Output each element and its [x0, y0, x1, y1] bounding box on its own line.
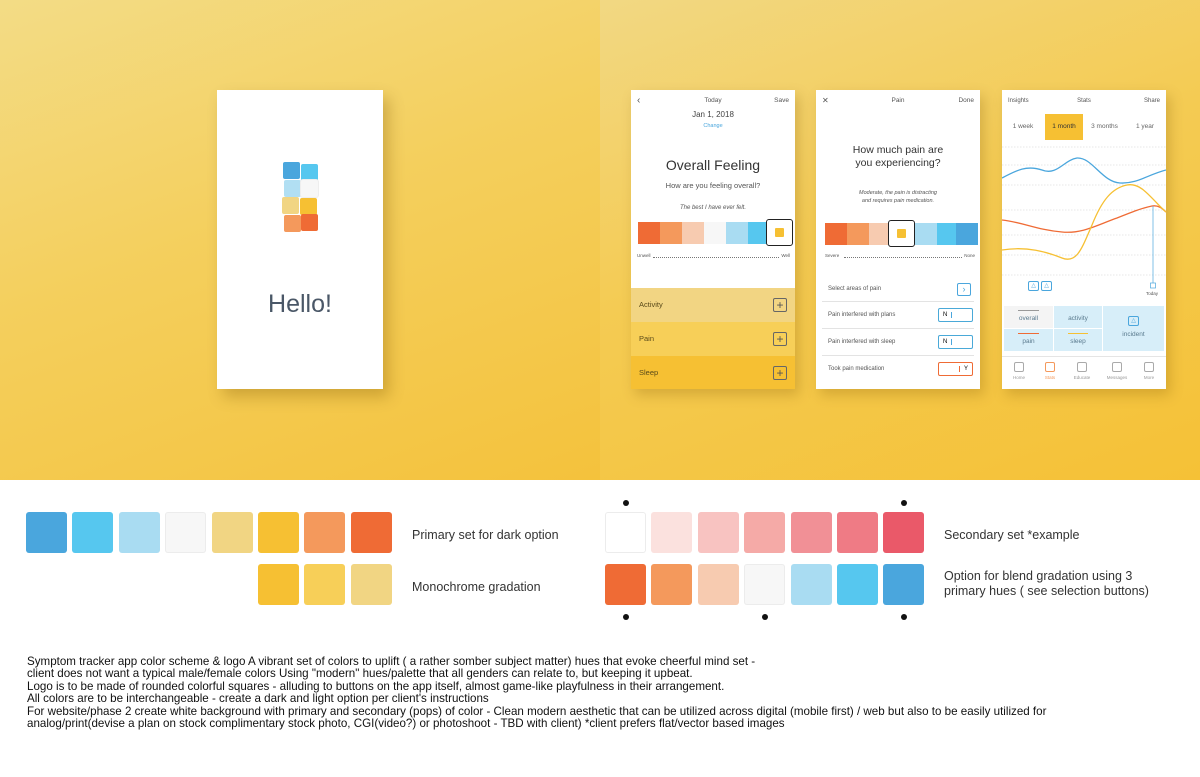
note-line: client does not want a typical male/female colors Using "modern" hues/palette that all genders can relate to, but keeping it upbeat. — [27, 667, 693, 681]
scale-low-label: Unwell — [637, 253, 651, 258]
color-swatch — [744, 564, 785, 605]
range-tab-3-months[interactable]: 3 months — [1091, 123, 1118, 130]
metric-activity[interactable]: activity — [1054, 306, 1102, 328]
incident-marker-icon[interactable]: △ — [1041, 281, 1052, 291]
color-swatch — [605, 512, 646, 553]
section-sleep[interactable] — [631, 356, 795, 389]
color-swatch — [744, 512, 785, 553]
back-button[interactable]: ‹ — [637, 95, 641, 106]
section-pain[interactable] — [631, 322, 795, 356]
blend-marker-dot — [901, 614, 907, 620]
medication-toggle[interactable]: Y — [938, 362, 973, 376]
scale-high-label: None — [964, 253, 975, 258]
insights-link[interactable]: Insights — [1008, 98, 1029, 104]
note-line: Symptom tracker app color scheme & logo A vibrant set of colors to uplift ( a rather somber subject matter) hues that evoke cheerful mind set - — [27, 655, 756, 668]
color-swatch — [837, 564, 878, 605]
nav-home[interactable]: Home — [1007, 362, 1031, 380]
note-line: Logo is to be made of rounded colorful squares - alluding to buttons on the app itself, almost game-like playfulness in their arrangement. — [27, 679, 725, 693]
row-divider — [822, 355, 974, 356]
nav-more[interactable]: More — [1137, 362, 1161, 380]
share-button[interactable]: Share — [1143, 98, 1160, 104]
primary-label: Primary set for dark option — [412, 528, 559, 542]
color-swatch — [698, 564, 739, 605]
blend-marker-dot — [901, 500, 907, 506]
scale-button-2[interactable] — [847, 223, 869, 245]
color-swatch — [212, 512, 253, 553]
section-activity[interactable] — [631, 288, 795, 322]
monochrome-label: Monochrome gradation — [412, 580, 541, 594]
question-text: How are you feeling overall? — [665, 181, 761, 190]
color-swatch — [837, 512, 878, 553]
row-divider — [822, 328, 974, 329]
section-pain-label: Pain — [639, 334, 655, 343]
date-text: Jan 1, 2018 — [692, 110, 734, 119]
medication-question-label: Took pain medication — [828, 366, 885, 372]
range-tab-1-year[interactable]: 1 year — [1135, 123, 1155, 130]
greeting-text: Hello! — [268, 290, 332, 318]
color-swatch — [304, 564, 345, 605]
secondary-label: Secondary set *example — [944, 528, 1080, 542]
metric-sleep[interactable]: sleep — [1054, 329, 1102, 351]
selected-marker-icon — [897, 229, 906, 238]
nav-messages[interactable]: Messages — [1104, 362, 1130, 380]
answer-text: The best I have ever felt. — [679, 205, 747, 211]
answer-line-1: Moderate, the pain is distracting — [859, 190, 937, 196]
color-swatch — [651, 512, 692, 553]
screen-header: Today — [704, 97, 722, 104]
question-line-1: How much pain are — [852, 144, 944, 156]
sleep-toggle[interactable]: N — [938, 335, 973, 349]
section-activity-label: Activity — [639, 300, 663, 309]
scale-high-label: Well — [781, 253, 790, 258]
nav-divider — [1002, 356, 1166, 357]
color-swatch — [651, 564, 692, 605]
screen-header: Stats — [1077, 98, 1091, 104]
scale-button-3[interactable] — [682, 222, 704, 244]
color-swatch — [258, 564, 299, 605]
blend-marker-dot — [623, 500, 629, 506]
messages-icon — [1112, 362, 1122, 372]
color-swatch — [698, 512, 739, 553]
answer-line-2: and requires pain medication. — [861, 198, 935, 204]
color-swatch — [72, 512, 113, 553]
add-activity-icon[interactable]: + — [773, 298, 787, 312]
color-swatch — [883, 564, 924, 605]
add-sleep-icon[interactable]: + — [773, 366, 787, 380]
selected-scale-button[interactable] — [766, 219, 793, 246]
note-line: All colors are to be interchangeable - create a dark and light option per client's instructions — [27, 692, 489, 706]
scale-button-4[interactable] — [704, 222, 726, 244]
range-tab-1-month[interactable]: 1 month — [1045, 114, 1083, 140]
scale-button-7[interactable] — [956, 223, 978, 245]
selected-marker-icon — [775, 228, 784, 237]
scale-button-1[interactable] — [638, 222, 660, 244]
scale-divider — [844, 257, 962, 258]
metric-overall[interactable]: overall — [1004, 306, 1053, 328]
done-button[interactable]: Done — [958, 97, 974, 104]
color-swatch — [351, 512, 392, 553]
section-sleep-label: Sleep — [639, 368, 659, 377]
range-tab-1-week[interactable]: 1 week — [1012, 123, 1034, 130]
metric-incident[interactable]: △ incident — [1103, 306, 1164, 351]
scale-divider — [653, 257, 779, 258]
color-swatch — [605, 564, 646, 605]
home-icon — [1014, 362, 1024, 372]
logo-squares — [281, 162, 319, 234]
blend-marker-dot — [762, 614, 768, 620]
metric-pain[interactable]: pain — [1004, 329, 1053, 351]
close-icon[interactable]: ✕ — [822, 96, 829, 105]
scale-button-5[interactable] — [915, 223, 937, 245]
plans-toggle[interactable]: N — [938, 308, 973, 322]
splash-screen — [217, 90, 383, 389]
blend-label: Option for blend gradation using 3 primary hues ( see selection buttons) — [944, 569, 1149, 598]
screen-stats — [1002, 90, 1166, 389]
color-swatch — [304, 512, 345, 553]
scale-button-1[interactable] — [825, 223, 847, 245]
color-swatch — [791, 564, 832, 605]
note-line: analog/print(devise a plan on stock complimentary stock photo, CGI(video?) or photoshoot - TBD with client) *client prefers flat/vector based images — [27, 717, 785, 731]
color-swatch — [119, 512, 160, 553]
screen-pain — [816, 90, 980, 389]
sleep-question-label: Pain interfered with sleep — [828, 339, 896, 345]
selected-scale-button[interactable] — [888, 220, 915, 247]
change-date-link[interactable]: Change — [703, 123, 723, 129]
educate-icon — [1077, 362, 1087, 372]
scale-button-5[interactable] — [726, 222, 748, 244]
stats-line-chart — [1002, 140, 1166, 300]
color-swatch — [26, 512, 67, 553]
incident-marker-icon[interactable]: △ — [1028, 281, 1039, 291]
color-swatch — [258, 512, 299, 553]
screen-overall-feeling — [631, 90, 795, 389]
note-line: For website/phase 2 create white background with primary and secondary (pops) of color - Clean modern aesthetic that can be utilized across digital (mobile first) / web but also to be easily utilized for — [27, 704, 1047, 718]
nav-stats[interactable]: Stats — [1038, 362, 1062, 380]
row-divider — [822, 301, 974, 302]
blend-marker-dot — [623, 614, 629, 620]
today-marker-label: Today — [1146, 291, 1159, 296]
save-button[interactable]: Save — [774, 97, 789, 104]
color-swatch — [351, 564, 392, 605]
color-swatch — [883, 512, 924, 553]
more-icon — [1144, 362, 1154, 372]
question-line-2: you experiencing? — [855, 157, 941, 169]
scale-button-2[interactable] — [660, 222, 682, 244]
color-swatch — [165, 512, 206, 553]
pain-areas-chevron-icon[interactable]: › — [957, 283, 971, 296]
incident-icon: △ — [1128, 316, 1139, 326]
stats-icon — [1045, 362, 1055, 372]
design-brief-notes — [27, 656, 1187, 730]
color-swatch — [791, 512, 832, 553]
nav-educate[interactable]: Educate — [1070, 362, 1094, 380]
question-title: Overall Feeling — [665, 157, 761, 173]
pain-areas-label: Select areas of pain — [828, 286, 882, 292]
plans-question-label: Pain interfered with plans — [828, 312, 896, 318]
add-pain-icon[interactable]: + — [773, 332, 787, 346]
scale-low-label: Severe — [825, 253, 840, 258]
screen-header: Pain — [891, 97, 905, 104]
